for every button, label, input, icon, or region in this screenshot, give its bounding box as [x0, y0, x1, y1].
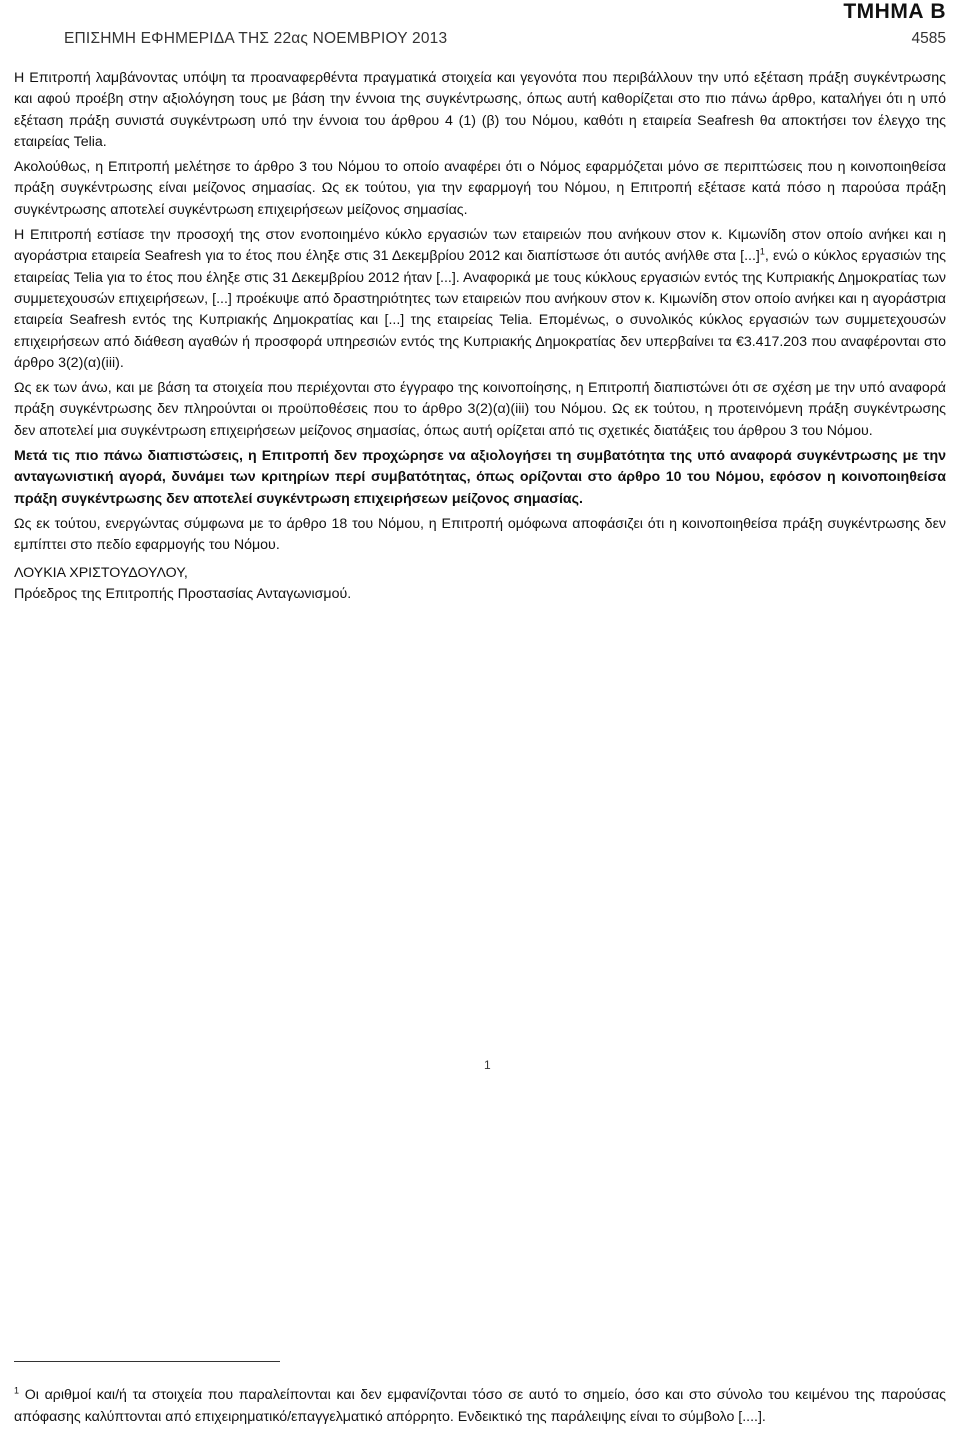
signatory-title: Πρόεδρος της Επιτροπής Προστασίας Ανταγωνισμού. — [14, 585, 352, 602]
turnover-text-start: Η Επιτροπή εστίασε την προσοχή της στον ενοποιημένο κύκλο εργασιών των εταιρειών που ανήκουν στον κ. Κιμωνίδη στον οποίο ανήκει και η αγοράστρια εταιρεία Seafresh για το έτος που έληξε στις 31 Δεκεμβρίου 2012 και διαπίστωσε ότι αυτός ανήλθε στα [...] — [14, 227, 946, 265]
footnote-reference: 1 — [759, 246, 765, 257]
document-body — [14, 68, 946, 605]
footnote-text: Οι αριθμοί και/ή τα στοιχεία που παραλείπονται και δεν εμφανίζονται τόσο σε αυτό το σημείο, όσο και στο σύνολο του κειμένου της παρούσας απόφασης καλύπτονται από επιχειρηματικό/επαγγελματικό απόρρητο. Ενδεικτικό της παράλειψης είναι το σύμβολο [....]. — [14, 1387, 946, 1425]
footnote-marker: 1 — [14, 1385, 20, 1396]
turnover-text-end: , ενώ ο κύκλος εργασιών της εταιρείας Telia για το έτος που έληξε στις 31 Δεκεμβρίου 2012 ήταν [...]. Αναφορικά με τους κύκλους εργασιών εντός της Κυπριακής Δημοκρατίας των συμμετεχουσών επιχειρήσεων, [...] προέκυψε από δραστηριότητες των εταιρειών που ανήκουν στον κ. Κιμωνίδη στον οποίο ανήκει και η αγοράστρια εταιρεία Seafresh εντός της Κυπριακής Δημοκρατίας και [...] της εταιρείας Telia. Επομένως, ο συνολικός κύκλος εργασιών των συμμετεχουσών επιχειρήσεων από διάθεση αγαθών ή προσφορά υπηρεσιών εντός της Κυπριακής Δημοκρατίας δεν υπερβαίνει τα €3.417.203 που αναφέρονται στο άρθρο 3(2)(α)(iii). — [14, 248, 946, 371]
signatory-name: ΛΟΥΚΙΑ ΧΡΙΣΤΟΥΔΟΥΛΟΥ, — [14, 564, 188, 581]
footnote — [14, 1384, 946, 1428]
stray-mark: 1 — [484, 1058, 491, 1072]
paragraph-turnover-analysis — [14, 225, 946, 374]
paragraph-article-3-review: Ακολούθως, η Επιτροπή μελέτησε το άρθρο 3 του Νόμου το οποίο αναφέρει ότι ο Νόμος εφαρμόζεται μόνο σε περιπτώσεις που η κοινοποιηθείσα πράξη συγκέντρωσης είναι μείζονος σημασίας. Ως εκ τούτου, για την εφαρμογή του Νόμου, η Επιτροπή εξέτασε κατά πόσο η παρούσα πράξη συγκέντρωσης αποτελεί συγκέντρωση επιχειρήσεων μείζονος σημασίας. — [14, 159, 946, 218]
paragraph-compatibility-note: Μετά τις πιο πάνω διαπιστώσεις, η Επιτροπή δεν προχώρησε να αξιολογήσει τη συμβατότητα της υπό αναφορά συγκέντρωσης με την ανταγωνιστική αγορά, δυνάμει των κριτηρίων περί συμβατότητας, όπως ορίζονται στο άρθρο 10 του Νόμου, εφόσον η κοινοποιηθείσα πράξη συγκέντρωσης δεν αποτελεί συγκέντρωση επιχειρήσεων μείζονος σημασίας. — [14, 448, 946, 507]
paragraph-threshold-conclusion: Ως εκ των άνω, και με βάση τα στοιχεία που περιέχονται στο έγγραφο της κοινοποίησης, η Επιτροπή διαπιστώνει ότι σε σχέση με την υπό αναφορά πράξη συγκέντρωσης δεν πληρούνται οι προϋποθέσεις που το άρθρο 3(2)(α)(iii) του Νόμου. Ως εκ τούτου, η προτεινόμενη πράξη συγκέντρωσης δεν αποτελεί μια συγκέντρωση επιχειρήσεων μείζονος σημασίας, όπως αυτή ορίζεται από τις σχετικές διατάξεις του άρθρου 3 του Νόμου. — [14, 380, 946, 439]
publication-title: ΕΠΙΣΗΜΗ ΕΦΗΜΕΡΙΔΑ ΤΗΣ 22ας ΝΟΕΜΒΡΙΟΥ 2013 — [64, 30, 448, 47]
section-label: ΤΜΗΜΑ Β — [843, 0, 946, 23]
paragraph-decision: Ως εκ τούτου, ενεργώντας σύμφωνα με το άρθρο 18 του Νόμου, η Επιτροπή ομόφωνα αποφάσιζει ότι η κοινοποιηθείσα πράξη συγκέντρωσης δεν εμπίπτει στο πεδίο εφαρμογής του Νόμου. — [14, 515, 946, 554]
paragraph-concentration-finding: Η Επιτροπή λαμβάνοντας υπόψη τα προαναφερθέντα πραγματικά στοιχεία και γεγονότα που περιβάλλουν την υπό εξέταση πράξη συγκέντρωσης και αφού προέβη στην αξιολόγηση τους με βάση την έννοια της συγκέντρωσης, όπως αυτή καθορίζεται στο πιο πάνω άρθρο, καταλήγει ότι η υπό εξέταση πράξη συνιστά συγκέντρωση υπό την έννοια του άρθρου 4 (1) (β) του Νόμου, καθότι η εταιρεία Seafresh θα αποκτήσει τον έλεγχο της εταιρείας Telia. — [14, 70, 946, 150]
footnote-divider — [14, 1361, 280, 1362]
signature-block — [14, 563, 946, 606]
page-number: 4585 — [911, 30, 946, 47]
running-header — [64, 30, 946, 48]
